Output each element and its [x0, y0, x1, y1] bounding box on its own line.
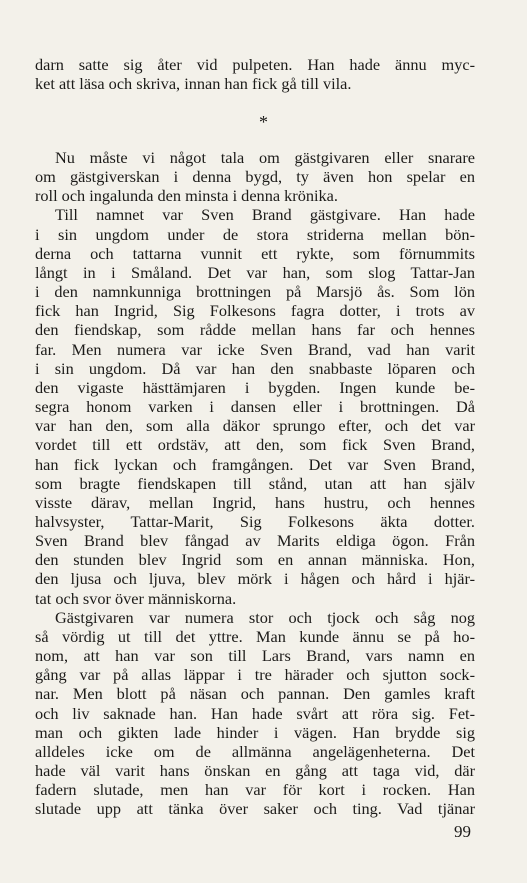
paragraph [35, 205, 475, 607]
text-line: vordet till ett ordstäv, att den, som fick Sven Brand, [35, 435, 475, 455]
text-line: hade väl varit hans önskan en gång att taga vid, där [35, 761, 475, 780]
text-line: var han den, som alla däkor sprungo efter, och det var [35, 416, 475, 436]
text-line: nar. Men blott på näsan och pannan. Den gamles kraft [35, 684, 475, 704]
text-line: tat och svor över människorna. [35, 588, 237, 608]
text-line: fick han Ingrid, Sig Folkesons fagra dotter, i trots av [35, 301, 475, 321]
text-line: som bragte fiendskapen till stånd, utan att han själv [35, 473, 475, 493]
text-line: Till namnet var Sven Brand gästgivare. Han hade [55, 205, 475, 225]
paragraph [35, 148, 475, 205]
page-number: 99 [454, 822, 471, 841]
text-line: den ljusa och ljuva, blev mörk i hågen och hård i hjär- [35, 569, 475, 589]
text-line: halvsyster, Tattar-Marit, Sig Folkesons äkta dotter. [35, 511, 475, 531]
text-line: och liv saknade han. Han hade svårt att röra sig. Fet- [35, 703, 475, 723]
text-line: så vördig ut till det yttre. Man kunde ännu se på ho- [35, 626, 475, 646]
text-line: gång var på allas läppar i tre härader och sjutton sock- [35, 665, 475, 685]
paragraph [35, 608, 475, 819]
text-line: i den namnkunniga brottningen på Marsjö ås. Som lön [35, 282, 475, 302]
text-line: fadern slutade, men han var för kort i rocken. Han [35, 780, 475, 800]
text-line: derna och tattarna vunnit ett rykte, som förnummits [35, 243, 475, 263]
text-line: Nu måste vi något tala om gästgivaren eller snarare [55, 148, 475, 167]
text-line: i sin ungdom. Då var han den snabbaste löparen och [35, 358, 475, 378]
text-line: om gästgiverskan i denna bygd, ty även hon spelar en [35, 167, 475, 187]
text-line: den fiendskap, som rådde mellan hans far och hennes [35, 320, 475, 340]
text-line: den stunden blev Ingrid som en annan människa. Hon, [35, 550, 475, 570]
text-line: långt in i Småland. Det var han, som slog Tattar-Jan [35, 262, 475, 282]
text-line: segra honom varken i dansen eller i brottningen. Då [35, 397, 475, 417]
text-line: Gästgivaren var numera stor och tjock och såg nog [55, 607, 475, 627]
text-line: Sven Brand blev fångad av Marits eldiga ögon. Från [35, 531, 475, 551]
section-separator: * [259, 112, 268, 132]
text-line: den vigaste hästtämjaren i bygden. Ingen kunde be- [35, 377, 475, 397]
text-line: i sin ungdom under de stora striderna mellan bön- [35, 224, 475, 244]
text-line: roll och ingalunda den minsta i denna krönika. [35, 186, 338, 206]
body-text [35, 148, 475, 818]
text-line: nom, att han var son till Lars Brand, vars namn en [35, 646, 475, 666]
text-line: ket att läsa och skriva, innan han fick gå till vila. [35, 74, 352, 94]
text-line: darn satte sig åter vid pulpeten. Han hade ännu myc- [35, 55, 475, 74]
continuation-text [35, 55, 475, 93]
text-line: man och gikten lade hinder i vägen. Han brydde sig [35, 722, 475, 742]
text-line: far. Men numera var icke Sven Brand, vad han varit [35, 339, 475, 359]
text-line: han fick lyckan och framgången. Det var Sven Brand, [35, 454, 475, 474]
text-line: alldeles icke om de allmänna angelägenheterna. Det [35, 741, 475, 761]
text-line: visste därav, mellan Ingrid, hans hustru, och hennes [35, 492, 475, 512]
text-line: slutade upp att tänka över saker och ting. Vad tjänar [35, 799, 475, 819]
